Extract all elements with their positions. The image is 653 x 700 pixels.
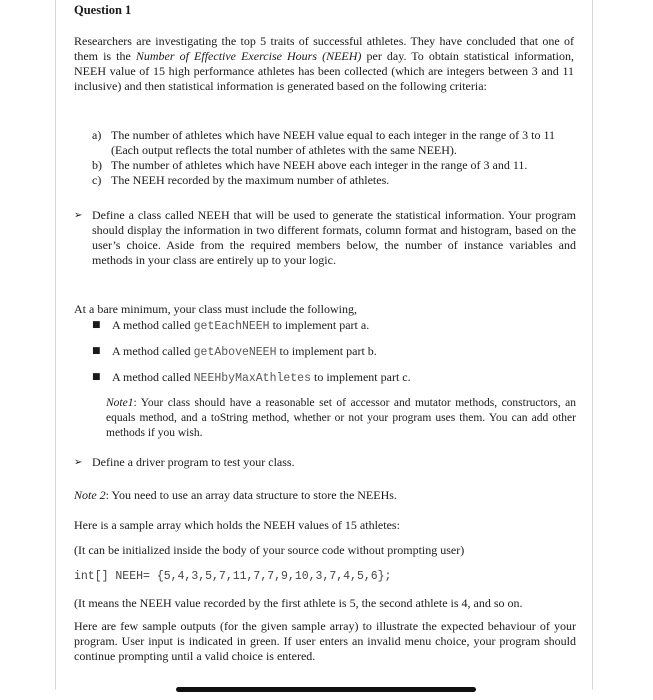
sample-init-text: (It can be initialized inside the body of your source code without prompting user) — [74, 543, 465, 557]
criteria-text: The number of athletes which have NEEH above each integer in the range of 3 and 11. — [111, 158, 528, 172]
criteria-mark: b) — [92, 158, 102, 172]
intro-paragraph — [74, 34, 574, 94]
criteria-list — [92, 128, 574, 188]
bullet-text: A method called — [112, 344, 194, 358]
criteria-text: The number of athletes which have NEEH value equal to each integer in the range of 3 to 11 (Each output reflects the total number of athletes with the same NEEH). — [111, 128, 556, 157]
arrow-bullet-icon: ➢ — [74, 457, 83, 468]
square-bullet-icon: ■ — [92, 346, 101, 356]
arrow-bullet-icon: ➢ — [74, 210, 83, 221]
bullet-text: to implement part a. — [269, 318, 370, 332]
bullet-text: to implement part b. — [276, 344, 377, 358]
page-border-left — [55, 0, 56, 690]
define-class-item — [74, 208, 576, 268]
square-bullet-icon: ■ — [92, 320, 101, 330]
define-class-text: Define a class called NEEH that will be used to generate the statistical information. Your program should display the information in two different formats, column format and histogram, based on the user’s choice. Aside from the required members below, the number of instance variables and methods in your class are entirely up to your logic. — [92, 208, 576, 267]
question-heading: Question 1 — [74, 3, 132, 17]
sample-array-code: int[] NEEH= {5,4,3,5,7,11,7,7,9,10,3,7,4,5,6}; — [74, 570, 392, 583]
note1-label: Note1 — [106, 397, 134, 409]
bullet-text: to implement part c. — [310, 370, 411, 384]
define-driver-text: Define a driver program to test your class. — [92, 455, 295, 469]
sample-outputs-paragraph: Here are few sample outputs (for the given sample array) to illustrate the expected behaviour of your program. User input is indicated in green. If user enters an invalid menu choice, your program should continue prompting until a valid choice is entered. — [74, 619, 576, 663]
criteria-mark: c) — [92, 173, 102, 187]
page-border-right — [592, 0, 593, 690]
meaning-text: (It means the NEEH value recorded by the first athlete is 5, the second athlete is 4, and so on. — [74, 596, 523, 610]
bullet-text: A method called — [112, 370, 194, 384]
criteria-item — [92, 158, 574, 173]
intro-term: Number of Effective Exercise Hours (NEEH) — [135, 49, 362, 63]
bullet-item — [92, 318, 576, 334]
note1-text: : Your class should have a reasonable set of accessor and mutator methods, constructors, an equals method, and a toString method, whether or not your program uses them. You can add other methods if you wish. — [106, 397, 576, 439]
home-indicator-bar[interactable] — [176, 687, 476, 692]
bullet-item — [92, 344, 576, 360]
note1-paragraph — [106, 396, 576, 441]
note2-paragraph — [74, 488, 576, 503]
minimum-text: At a bare minimum, your class must include the following, — [74, 302, 357, 316]
note2-text: : You need to use an array data structure to store the NEEHs. — [105, 488, 397, 502]
bullet-text: A method called — [112, 318, 194, 332]
method-name-code: NEEHbyMaxAthletes — [193, 372, 311, 385]
square-bullet-icon: ■ — [92, 372, 101, 382]
intro-text-2: per day. To obtain statistical information, NEEH value of 15 high performance athletes has been collected (which are integers between 3 and 11 inclusive) and then statistical information is generated based on the following criteria: — [74, 49, 574, 93]
criteria-item — [92, 128, 574, 158]
sample-intro-text: Here is a sample array which holds the NEEH values of 15 athletes: — [74, 518, 400, 532]
criteria-item — [92, 173, 574, 188]
intro-text-1: Researchers are investigating the top 5 traits of successful athletes. They have concluded that one of them is the — [74, 34, 574, 63]
method-name-code: getAboveNEEH — [193, 346, 277, 359]
define-driver-item — [74, 455, 576, 470]
method-name-code: getEachNEEH — [193, 320, 270, 333]
bullet-item — [92, 370, 576, 386]
note2-label: Note 2 — [74, 488, 106, 502]
criteria-mark: a) — [92, 128, 102, 142]
criteria-text: The NEEH recorded by the maximum number of athletes. — [111, 173, 390, 187]
